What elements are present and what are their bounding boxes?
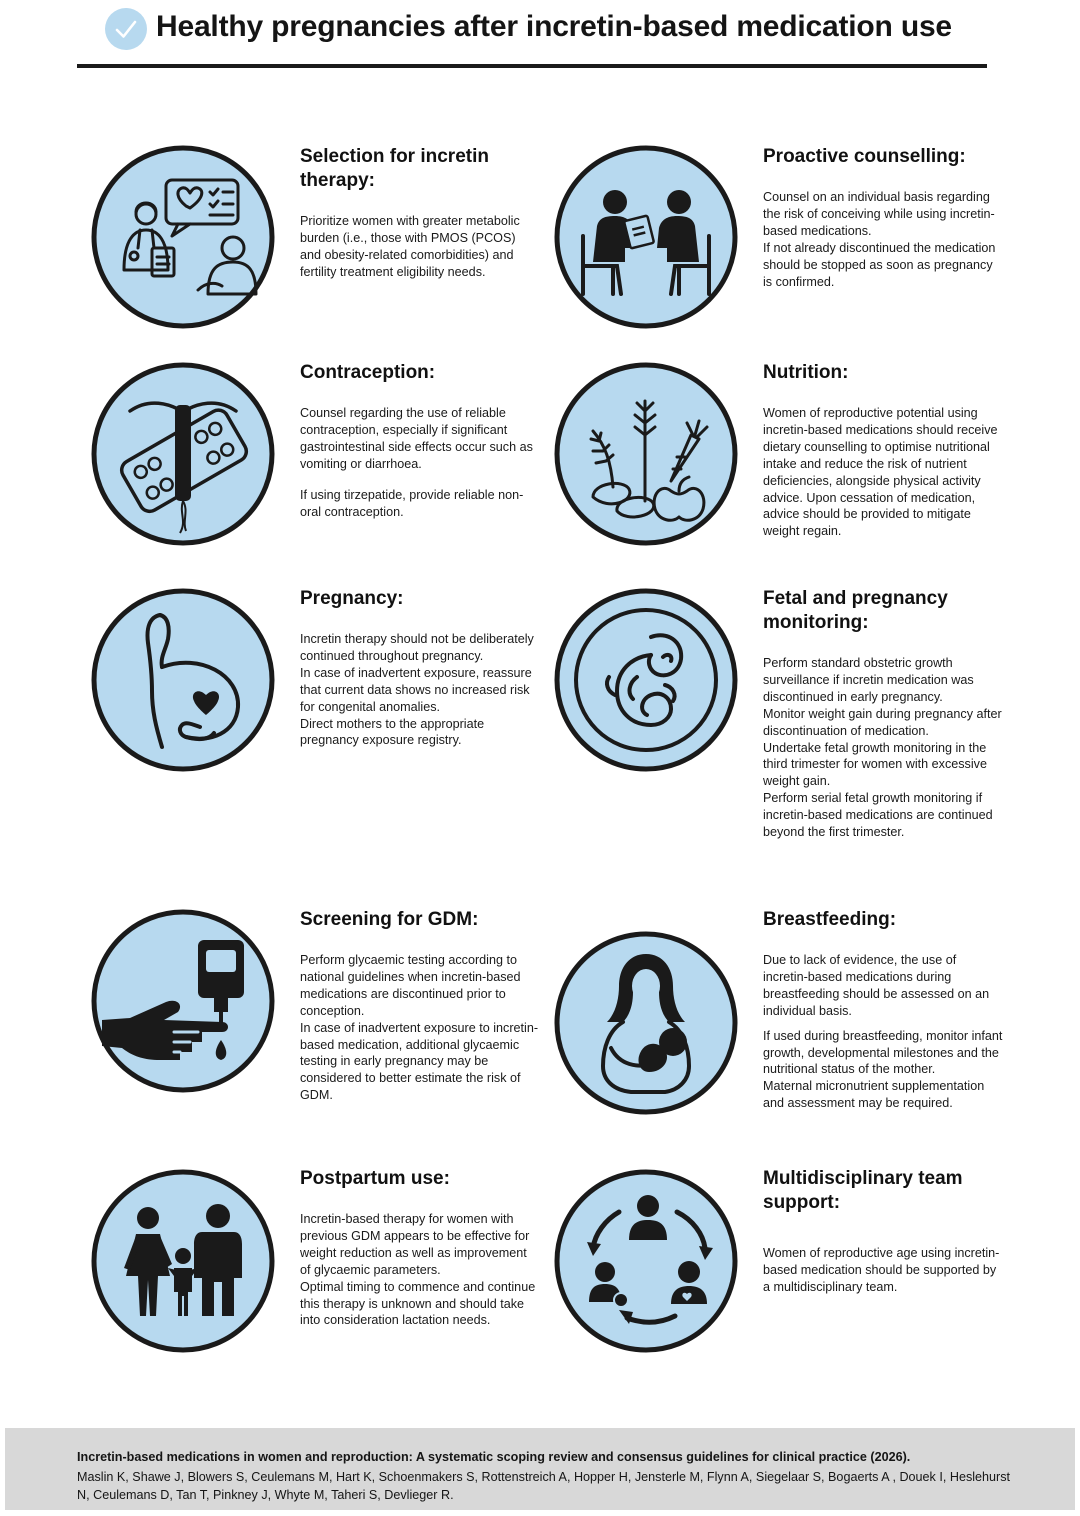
section-heading: Fetal and pregnancy monitoring: [763,588,948,633]
section-paragraph: If used during breastfeeding, monitor infant growth, developmental milestones and the nutritional status of the mother. [763,1028,1003,1077]
section-paragraph: Optimal timing to commence and continue this therapy is unknown and should take into consideration lactation needs. [300,1279,536,1328]
section-text [300,908,540,1104]
section-text [763,361,1003,540]
section-heading: Contraception: [300,362,436,383]
section-paragraph: Due to lack of evidence, the use of incretin-based medications during breastfeeding should be assessed on an individual basis. [763,953,990,1018]
counselling-icon [553,144,739,330]
glucose-test-icon [90,908,276,1094]
section-heading: Postpartum use: [300,1168,450,1189]
section-text [763,1167,1003,1296]
nutrition-icon [553,361,739,547]
section-paragraph: Direct mothers to the appropriate pregnancy exposure registry. [300,716,485,748]
section-paragraph: In case of inadvertent exposure to incretin-based medication, additional glycaemic testing in early pregnancy may be considered to better estimate the risk of GDM. [300,1020,539,1103]
section-text [300,145,540,281]
citation-title: Incretin-based medications in women and reproduction: A systematic scoping review and consensus guidelines for clinical practice (2026). [77,1450,911,1464]
section-paragraph: Monitor weight gain during pregnancy after discontinuation of medication. [763,706,1002,738]
section-paragraph: Perform serial fetal growth monitoring if incretin-based medications are continued beyond the first trimester. [763,791,993,840]
pregnancy-icon [90,587,276,773]
section-text [300,587,540,749]
page-title: Healthy pregnancies after incretin-based medication use [156,10,952,43]
section-paragraph: Women of reproductive age using incretin-based medication should be supported by a multidisciplinary team. [763,1246,1000,1294]
section-paragraph: Incretin-based therapy for women with previous GDM appears to be effective for weight reduction as well as improvement of glycaemic parameters. [300,1212,530,1277]
section-heading: Selection for incretin therapy: [300,146,489,191]
section-paragraph: Maternal micronutrient supplementation and assessment may be required. [763,1079,985,1111]
clinician-patient-icon [90,144,276,330]
section-heading: Nutrition: [763,362,849,383]
citation-footer [5,1428,1075,1510]
family-icon [90,1168,276,1354]
section-text [763,145,1003,290]
section-paragraph: Perform glycaemic testing according to national guidelines when incretin-based medications are discontinued prior to conception. [300,953,521,1018]
section-paragraph: Counsel on an individual basis regarding the risk of conceiving while using incretin-based medications. [763,190,995,238]
contraception-icon [90,361,276,547]
header [0,0,1080,72]
section-heading: Proactive counselling: [763,146,966,167]
fetus-icon [553,587,739,773]
section-paragraph: Undertake fetal growth monitoring in the third trimester for women with excessive weight gain. [763,740,987,789]
section-paragraph: If not already discontinued the medication should be stopped as soon as pregnancy is confirmed. [763,240,996,289]
title-divider [77,64,987,68]
checkmark-icon [105,8,147,50]
section-heading: Breastfeeding: [763,909,897,930]
section-text [763,587,1003,841]
section-paragraph: In case of inadvertent exposure, reassure that current data shows no increased risk for congenital anomalies. [300,665,532,714]
citation-authors: Maslin K, Shawe J, Blowers S, Ceulemans M, Hart K, Schoenmakers S, Rottenstreich A, Hopper H, Jensterle M, Flynn A, Siegelaar S, Bogaerts A , Douek I, Heslehurst N, Ceulemans D, Tan T, Pinkney J, Whyte M, Taheri S, Devlieger R. [77,1470,1011,1502]
section-heading: Pregnancy: [300,588,404,609]
section-paragraph: Perform standard obstetric growth surveillance if incretin medication was discontinued in early pregnancy. [763,656,974,704]
breastfeeding-icon [553,930,739,1116]
section-paragraph: Women of reproductive potential using incretin-based medications should receive dietary counselling to optimise nutritional intake and reduce the risk of nutrient deficiencies, alongside physical activity advice. Upon cessation of medication, advice should be provided to mitigate weight regain. [763,406,998,539]
section-paragraph: If using tirzepatide, provide reliable non-oral contraception. [300,487,524,519]
section-heading: Screening for GDM: [300,909,479,930]
section-text [763,908,1003,1112]
section-paragraph: Prioritize women with greater metabolic burden (i.e., those with PMOS (PCOS) and obesity-related comorbidities) and fertility treatment eligibility needs. [300,214,520,279]
team-cycle-icon [553,1168,739,1354]
section-heading: Multidisciplinary team support: [763,1168,963,1213]
section-text [300,1167,540,1329]
section-text [300,361,540,520]
section-paragraph: Incretin therapy should not be deliberately continued throughout pregnancy. [300,632,534,663]
section-paragraph: Counsel regarding the use of reliable contraception, especially if significant gastrointestinal side effects occur such as vomiting or diarrhoea. [300,406,533,471]
